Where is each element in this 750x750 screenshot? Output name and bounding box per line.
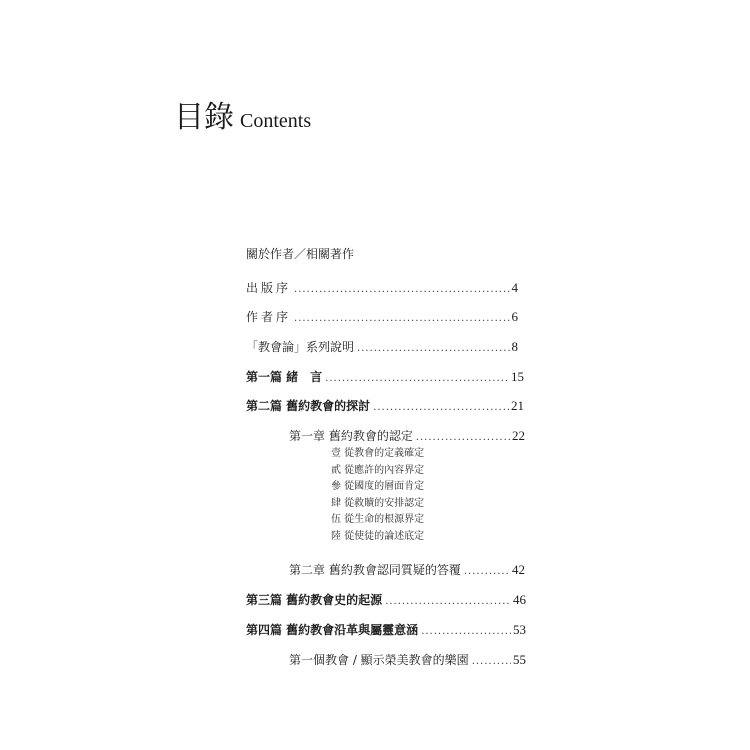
toc-entry-publisher-preface[interactable] xyxy=(246,280,518,298)
toc-entry-part-3[interactable] xyxy=(246,592,526,610)
page-title xyxy=(174,100,311,139)
sub-item[interactable]: 肆 從救贖的安排認定 xyxy=(331,498,425,509)
leader-dots xyxy=(472,654,511,670)
leader-dots xyxy=(357,341,509,357)
toc-entry-label: 第一章 舊約教會的認定 xyxy=(289,429,413,443)
leader-dots xyxy=(421,624,511,640)
toc-entry-part-2[interactable] xyxy=(246,398,524,416)
toc-entry-label: 第二篇 舊約教會的探討 xyxy=(246,399,371,413)
leader-dots xyxy=(373,400,509,416)
leader-dots xyxy=(385,594,511,610)
toc-entry-label: 第二章 舊約教會認同質疑的答覆 xyxy=(289,563,461,577)
toc-entry-series-note[interactable] xyxy=(246,339,518,357)
sub-item[interactable]: 貳 從應許的內容界定 xyxy=(331,465,425,476)
toc-entry-page: 42 xyxy=(512,562,525,577)
toc-entry-label: 出版序 xyxy=(246,281,292,295)
sub-item[interactable]: 參 從國度的層面肯定 xyxy=(331,481,425,492)
toc-entry-label: 第四篇 舊約教會沿革與屬靈意涵 xyxy=(246,623,419,637)
toc-entry-label: 第一篇 緒 言 xyxy=(246,370,323,384)
leader-dots xyxy=(464,564,510,580)
leader-dots xyxy=(325,371,509,387)
intro-line: 關於作者／相關著作 xyxy=(246,247,355,261)
toc-entry-page: 46 xyxy=(513,592,526,607)
title-en: Contents xyxy=(240,110,312,132)
leader-dots xyxy=(416,430,510,446)
toc-entry-page: 8 xyxy=(511,339,518,354)
toc-entry-page: 22 xyxy=(512,428,525,443)
sub-item[interactable]: 伍 從生命的根源界定 xyxy=(331,514,425,525)
toc-entry-page: 6 xyxy=(511,309,518,324)
toc-entry-page: 4 xyxy=(511,280,518,295)
toc-entry-chapter-1[interactable] xyxy=(289,428,525,446)
toc-entry-page: 55 xyxy=(513,652,526,667)
toc-entry-label: 「教會論」系列說明 xyxy=(246,340,355,354)
toc-entry-author-preface[interactable] xyxy=(246,309,518,327)
toc-entry-part-4[interactable] xyxy=(246,622,526,640)
title-zh: 目錄 xyxy=(174,100,234,135)
sub-item[interactable]: 陸 從使徒的論述底定 xyxy=(331,531,425,542)
toc-entry-page: 21 xyxy=(511,398,524,413)
sub-item[interactable]: 壹 從教會的定義確定 xyxy=(331,448,425,459)
toc-entry-label: 第一個教會 / 顯示榮美教會的樂園 xyxy=(289,653,469,667)
leader-dots xyxy=(294,282,509,298)
toc-entry-part-1[interactable] xyxy=(246,369,524,387)
toc-entry-label: 第三篇 舊約教會史的起源 xyxy=(246,593,383,607)
toc-entry-chapter-2[interactable] xyxy=(289,562,525,580)
toc-entry-page: 53 xyxy=(513,622,526,637)
toc-entry-page: 15 xyxy=(511,369,524,384)
toc-entry-first-church[interactable] xyxy=(289,652,526,670)
leader-dots xyxy=(294,311,509,327)
toc-entry-label: 作者序 xyxy=(246,310,292,324)
